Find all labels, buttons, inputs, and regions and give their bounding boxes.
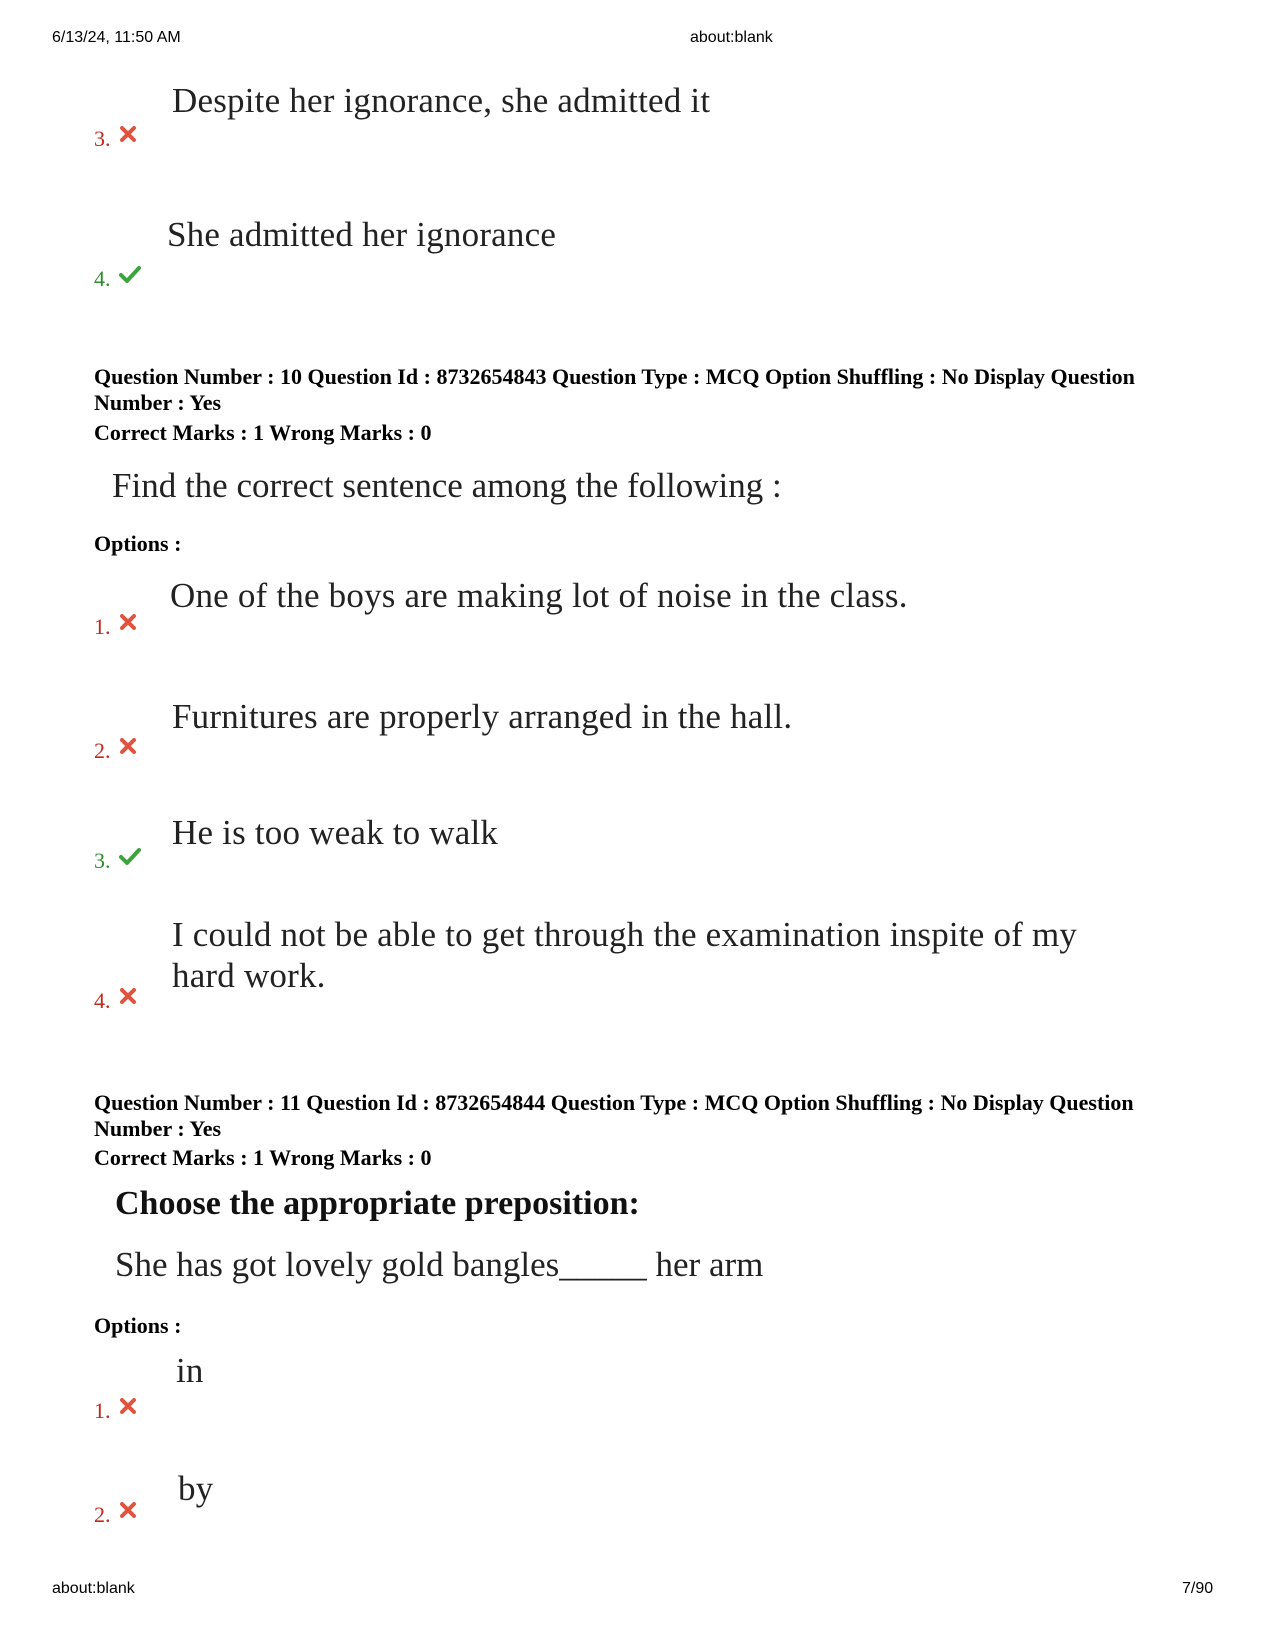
q11-meta bbox=[94, 1090, 1204, 1142]
q10-option-3-text: He is too weak to walk bbox=[172, 813, 499, 852]
q10-option-4-line1: I could not be able to get through the examination inspite of my bbox=[172, 915, 1078, 954]
q11-question-title: Choose the appropriate preposition: bbox=[115, 1185, 640, 1222]
q10-option-4-text bbox=[172, 914, 1077, 996]
prev-option-3-text: Despite her ignorance, she admitted it bbox=[172, 81, 711, 120]
correct-check-icon bbox=[118, 846, 142, 866]
q10-meta bbox=[94, 364, 1204, 416]
q11-options-label: Options : bbox=[94, 1313, 182, 1338]
prev-option-4-number: 4. bbox=[94, 266, 111, 291]
q10-meta-line2: Number : Yes bbox=[94, 390, 222, 415]
wrong-cross-icon bbox=[118, 612, 138, 632]
q10-option-1-text: One of the boys are making lot of noise in the class. bbox=[170, 576, 908, 615]
q11-option-1-text: in bbox=[176, 1351, 204, 1390]
q10-marks: Correct Marks : 1 Wrong Marks : 0 bbox=[94, 420, 432, 445]
correct-check-icon bbox=[118, 264, 142, 284]
q10-option-3-number: 3. bbox=[94, 848, 111, 873]
print-datetime: 6/13/24, 11:50 AM bbox=[52, 29, 181, 46]
q11-option-1-number: 1. bbox=[94, 1398, 111, 1423]
q11-question-text: She has got lovely gold bangles_____ her arm bbox=[115, 1245, 764, 1284]
q10-option-2-text: Furnitures are properly arranged in the hall. bbox=[172, 697, 793, 736]
q11-marks: Correct Marks : 1 Wrong Marks : 0 bbox=[94, 1145, 432, 1170]
q10-option-2-number: 2. bbox=[94, 738, 111, 763]
page-number: 7/90 bbox=[1182, 1580, 1214, 1597]
q10-meta-line1: Question Number : 10 Question Id : 8732654843 Question Type : MCQ Option Shuffling : No Display Question bbox=[94, 364, 1135, 389]
q10-option-4-line2: hard work. bbox=[172, 956, 326, 995]
wrong-cross-icon bbox=[118, 1500, 138, 1520]
prev-option-3-number: 3. bbox=[94, 126, 111, 151]
print-footer-url: about:blank bbox=[52, 1580, 135, 1597]
q11-meta-line2: Number : Yes bbox=[94, 1116, 222, 1141]
wrong-cross-icon bbox=[118, 124, 138, 144]
q10-option-1-number: 1. bbox=[94, 614, 111, 639]
prev-option-4-text: She admitted her ignorance bbox=[167, 215, 557, 254]
wrong-cross-icon bbox=[118, 1396, 138, 1416]
q10-options-label: Options : bbox=[94, 531, 182, 556]
q11-option-2-number: 2. bbox=[94, 1502, 111, 1527]
q10-option-4-number: 4. bbox=[94, 988, 111, 1013]
q10-question-text: Find the correct sentence among the following : bbox=[112, 466, 782, 505]
wrong-cross-icon bbox=[118, 736, 138, 756]
q11-meta-line1: Question Number : 11 Question Id : 8732654844 Question Type : MCQ Option Shuffling : No Display Question bbox=[94, 1090, 1134, 1115]
q11-option-2-text: by bbox=[178, 1469, 214, 1508]
wrong-cross-icon bbox=[118, 986, 138, 1006]
print-header-url: about:blank bbox=[690, 29, 773, 46]
